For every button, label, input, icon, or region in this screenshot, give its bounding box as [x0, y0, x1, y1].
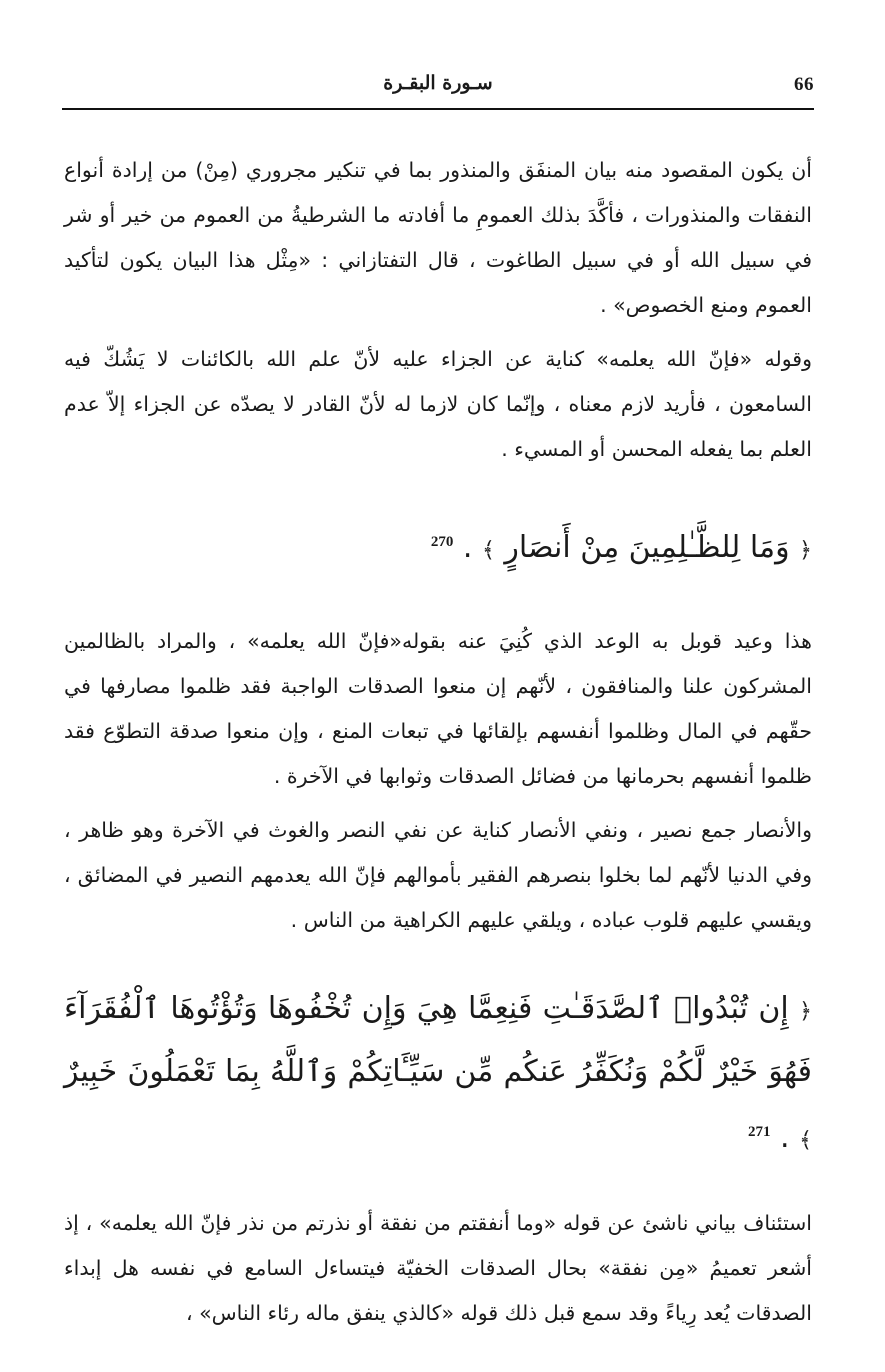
header-divider [62, 108, 814, 110]
paragraph-4: والأنصار جمع نصير ، ونفي الأنصار كناية عن نفي النصر والغوث في الآخرة وهو ظاهر ، وفي الدنيا لأنّهم لما بخلوا بنصرهم الفقير بأموالهم فإنّ الله يعدمهم النصير في المضائق ، ويقسي عليهم قلوب عباده ، ويلقي عليهم الكراهية من الناس . [64, 818, 812, 932]
verse-number: 270 [430, 534, 454, 550]
verse-suffix: . [462, 530, 482, 565]
paragraph-5: استئناف بياني ناشئ عن قوله «وما أنفقتم من نفقة أو نذرتم من نذر فإنّ الله يعلمه» ، إذ أشعر تعميمُ «مِن نفقة» بحال الصدقات الخفيّة فيتساءل السامع في نفسه هل إبداء الصدقات يُعد رِياءً وقد سمع قبل ذلك قوله «كالذي ينفق ماله رئاء الناس» ، [64, 1211, 812, 1325]
page-number-container [734, 74, 814, 96]
verse-text: وَمَا لِلظَّـٰلِمِينَ مِنْ أَنصَارٍ [504, 530, 790, 565]
page-header [62, 64, 814, 112]
verse-number: 271 [747, 1124, 771, 1140]
verse-suffix: . [780, 1120, 800, 1155]
surah-title: سـورة البقـرة [383, 72, 493, 94]
page-content [64, 148, 812, 1345]
paragraph-1: أن يكون المقصود منه بيان المنفَق والمنذور بما في تنكير مجروري (مِنْ) من إرادة أنواع النفقات والمنذورات ، فأكَّدَ بذلك العمومِ ما أفادته ما الشرطيةُ من العموم من خير أو شر في سبيل الله أو في سبيل الطاغوت ، قال التفتازاني : «مِثْل هذا البيان يكون لتأكيد العموم ومنع الخصوص» . [64, 158, 812, 317]
verse-270 [64, 512, 812, 581]
paragraph-2: وقوله «فإنّ الله يعلمه» كناية عن الجزاء عليه لأنّ علم الله بالكائنات لا يَشُكّ فيه السامعون ، فأريد لازم معناه ، وإنّما كان لازما له لأنّ القادر لا يصدّه عن الجزاء إلاّ عدم العلم بما يفعله المحسن أو المسيء . [64, 347, 812, 461]
paragraph-3: هذا وعيد قوبل به الوعد الذي كُنِيَ عنه بقوله«فإنّ الله يعلمه» ، والمراد بالظالمين المشركون علنا والمنافقون ، لأنّهم إن منعوا الصدقات الواجبة فقد ظلموا مصارفها في حقّهم في المال وظلموا أنفسهم بإلقائها في تبعات المنع ، وإن منعوا صدقة التطوّع فقد ظلموا أنفسهم بحرمانها من فضائل الصدقات وثوابها في الآخرة . [64, 629, 812, 788]
verse-271 [64, 979, 812, 1171]
verse-close-bracket: ﴾ [481, 538, 495, 563]
verse-close-bracket: ﴾ [799, 1128, 812, 1153]
verse-open-bracket: ﴿ [799, 999, 812, 1024]
verse-open-bracket: ﴿ [799, 538, 812, 563]
verse-text: إِن تُبْدُوا۟ ٱلصَّدَقَـٰتِ فَنِعِمَّا هِيَ وَإِن تُخْفُوهَا وَتُؤْتُوهَا ٱلْفُقَرَآءَ فَهُوَ خَيْرٌ لَّكُمْ وَنُكَفِّرُ عَنكُم مِّن سَيِّـَٔاتِكُمْ وَٱللَّهُ بِمَا تَعْمَلُونَ خَبِيرٌ [64, 991, 812, 1089]
page-number: 66 [794, 74, 814, 95]
